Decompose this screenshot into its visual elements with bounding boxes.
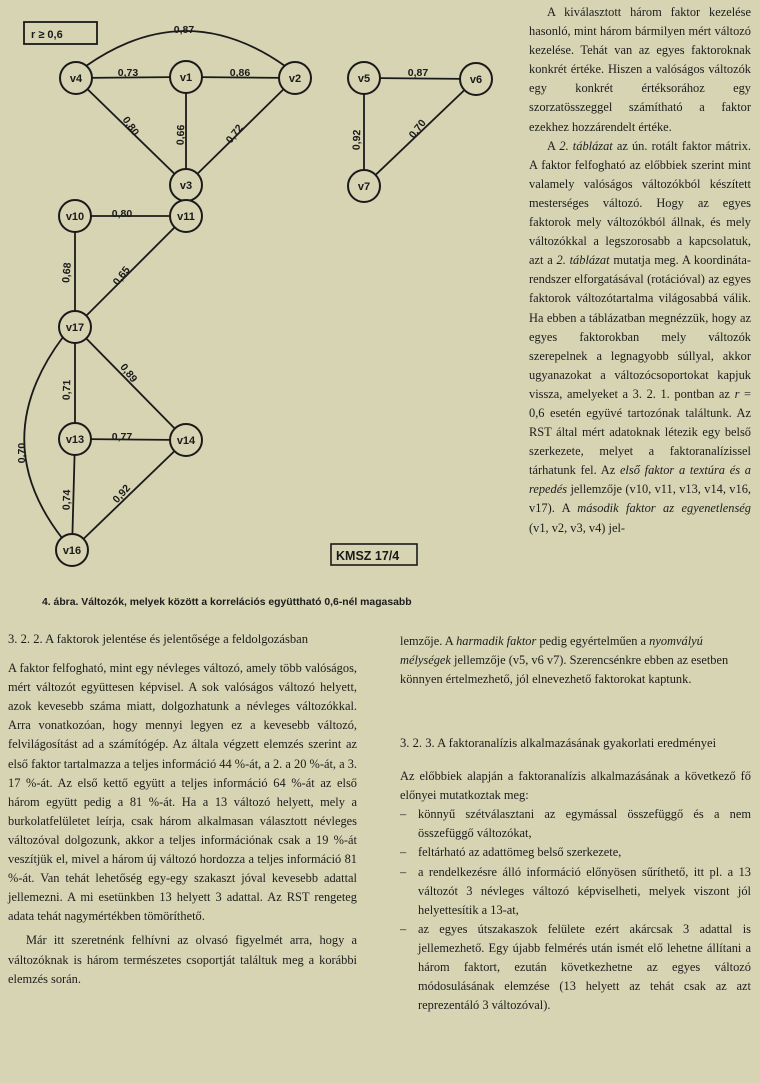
- list-item: – az egyes útszakaszok felülete ezért akárcsak 3 adattal is jellemezhető. Egy újabb felmérés után ismét elő lehetne állítani a három faktort, ezután következhetne az egyes változó módosulásának elemzése (13 helyett az tehát csak az azt reprezentáló 3 változóval).: [400, 920, 751, 1015]
- edge-v14-v16: [72, 440, 186, 550]
- text: lemzője. A: [400, 634, 457, 648]
- list-item: – a rendelkezésre álló információ előnyösen sűríthető, itt pl. a 13 változót 3 névleges változó képviselheti, melyek viszont jól helyettesítik a 13-at,: [400, 863, 751, 920]
- edge-label: 0,80: [111, 208, 133, 220]
- paragraph: [400, 632, 751, 689]
- edge-label: 0,68: [60, 262, 74, 284]
- section-heading: 3. 2. 2. A faktorok jelentése és jelentősége a feldolgozásban: [8, 632, 309, 646]
- node-label: v2: [288, 73, 302, 85]
- edge-label: 0,92: [110, 482, 134, 506]
- node-label: v6: [469, 74, 483, 86]
- figure-caption: 4. ábra. Változók, melyek között a korrelációs együttható 0,6-nél magasabb: [42, 597, 412, 608]
- node-label: v1: [179, 72, 193, 84]
- node-label: v4: [69, 73, 83, 85]
- edge-label: 0,87: [407, 67, 429, 79]
- edge-label: 0,72: [223, 122, 246, 146]
- list-item: – könnyű szétválasztani az egymással összefüggő és a nem összefüggő változókat,: [400, 805, 751, 843]
- node-v7: [348, 170, 380, 202]
- paragraph: Már itt szeretnénk felhívni az olvasó figyelmét arra, hogy a változóknak is három természetes csoportját találtuk meg a korábbi elemzés során.: [8, 933, 357, 986]
- advantages-list: [400, 805, 751, 1015]
- node-v14: [170, 424, 202, 456]
- stamp-label: KMSZ 17/4: [336, 549, 400, 563]
- right-column-bottom: [400, 734, 751, 1015]
- left-column: [8, 630, 357, 989]
- rut-depth-label: nyomvályú mélységek: [400, 634, 703, 668]
- section-heading: 3. 2. 3. A faktoranalízis alkalmazásának gyakorlati eredményei: [400, 736, 717, 750]
- node-v11: [170, 200, 202, 232]
- text: mutatja meg. A koordináta-rendszer elforgatásával (rotációval) az egyes faktorok változótartalma világosabbá válik. Ha ebben a táblázatban megnézzük, hogy az egyes faktorokban mely változók szerepelnek a legnagyobb súllyal, akkor ugyanazokat a változócsoportokat kapjuk vissza, amelyeket a 3. 2. 1. pontban az: [529, 253, 751, 401]
- node-v4: [60, 62, 92, 94]
- text: jellemzője (v10, v11, v13, v14, v16, v17). A: [529, 482, 751, 516]
- node-label: v11: [177, 211, 195, 223]
- paragraph: [529, 137, 751, 538]
- edge-label: 0,65: [110, 264, 133, 288]
- node-v1: [170, 61, 202, 93]
- node-label: v14: [176, 435, 196, 447]
- edge-label: 0,71: [60, 379, 74, 401]
- text: pedig egyértelműen a: [536, 634, 650, 648]
- edge-label: 0,89: [117, 361, 140, 385]
- text: jellemzője (v5, v6 v7). Szerencsénkre ebben az esetben könnyen értelmezhető, jól elnevezhető faktorokat kaptunk.: [400, 653, 729, 687]
- edge-label: 0,70: [406, 117, 429, 141]
- node-v6: [460, 63, 492, 95]
- list-item: – feltárható az adattömeg belső szerkezete,: [400, 843, 751, 862]
- threshold-label: r ≥ 0,6: [31, 29, 63, 41]
- node-label: v3: [179, 180, 193, 192]
- right-column-top: [529, 3, 751, 538]
- edge-label: 0,86: [229, 67, 251, 79]
- paragraph: A faktor felfogható, mint egy névleges változó, amely több valóságos, mért változót együttesen képvisel. A sok valóságos változó helyett, azok kevesebb száma miatt, dolgozhatunk a névleges változókkal. Arra vonatkozóan, hogy mennyi legyen ez a kevesebb változó, felvilágosítást ad a számítógép. Az általa végzett elemzés szerint az első faktor tartalmazza a teljes információ 44 %-át, a 2. a 20 %-át, a 3. 17 %-át. Az első kettő együtt a teljes információ 64 %-át az első három együtt pedig a 81 %-át. Ha a 13 változó helyett, mely a burkolatfelületet leírja, csak három alkalmasan választott névleges változóval dolgozunk, akkor a teljes információnak csak a 19 %-át veszítjük el, mivel a három új változó hordozza a teljes információ 81 %-át. Van tehát lehetőség egy-egy szakaszt jóval kevesebb adattal jellemezni. A mi esetünkben 13 helyett 3 adattal. Az RST rengeteg adata tehát nagymértékben tömöríthető.: [8, 661, 357, 924]
- node-label: v17: [65, 322, 85, 334]
- node-v16: [56, 534, 88, 566]
- edge-label: 0,73: [117, 67, 139, 79]
- edge-label: 0,87: [173, 24, 195, 36]
- edge-label: 0,70: [16, 442, 28, 464]
- edge-label: 0,80: [119, 114, 142, 139]
- third-factor-label: harmadik faktor: [456, 634, 537, 648]
- edge-v17-v16: [24, 337, 63, 538]
- paragraph: A kiválasztott három faktor kezelése hasonló, mint három bármilyen mért változó kezelése. Tehát van az egyes faktoroknak konkrét értéke. Hiszen a valóságos változók egy konkrét értéksorához egy szorzatösszeggel számítható a faktor ezekhez hozzárendelt értéke.: [529, 5, 751, 134]
- second-factor-label: második faktor az egyenetlenség: [577, 501, 751, 516]
- node-v10: [59, 200, 91, 232]
- text: (v1, v2, v3, v4) jel-: [529, 520, 626, 535]
- node-v5: [348, 62, 380, 94]
- node-v3: [170, 169, 202, 201]
- node-label: v5: [357, 73, 371, 85]
- table-ref: 2. táblázat: [556, 253, 610, 268]
- node-label: v13: [65, 434, 85, 446]
- node-v13: [59, 423, 91, 455]
- text: = 0,6 esetén együvé tartozónak találtunk. Az RST által mért adatoknak létezik egy belső szerkezete, melyet a faktoranalízissel tárhatunk fel. Az: [529, 386, 751, 478]
- symbol-r: r: [734, 386, 740, 401]
- node-v2: [279, 62, 311, 94]
- table-ref: 2. táblázat: [559, 138, 613, 153]
- node-label: v16: [62, 545, 82, 557]
- text: A: [547, 138, 560, 153]
- node-label: v10: [65, 211, 85, 223]
- paragraph: Az előbbiek alapján a faktoranalízis alkalmazásának a következő fő előnyei mutatkoztak meg:: [400, 769, 751, 803]
- right-column-continuation: [400, 632, 751, 689]
- node-v17: [59, 311, 91, 343]
- node-label: v7: [357, 181, 371, 193]
- text: az ún. rotált faktor mátrix. A faktor felfogható az előbbiek szerint mint valamely valóságos változókból készített mesterséges változó. Hogy az egyes faktorok mely változókból állnak, és mely változókkal a legszorosabb a kapcsolatuk, azt a: [529, 138, 751, 268]
- edge-label: 0,74: [60, 489, 74, 511]
- first-factor-label: első faktor a textúra és a repedés: [529, 463, 751, 497]
- edge-label: 0,77: [111, 431, 133, 443]
- edge-label: 0,92: [350, 129, 364, 151]
- edge-label: 0,66: [174, 124, 188, 146]
